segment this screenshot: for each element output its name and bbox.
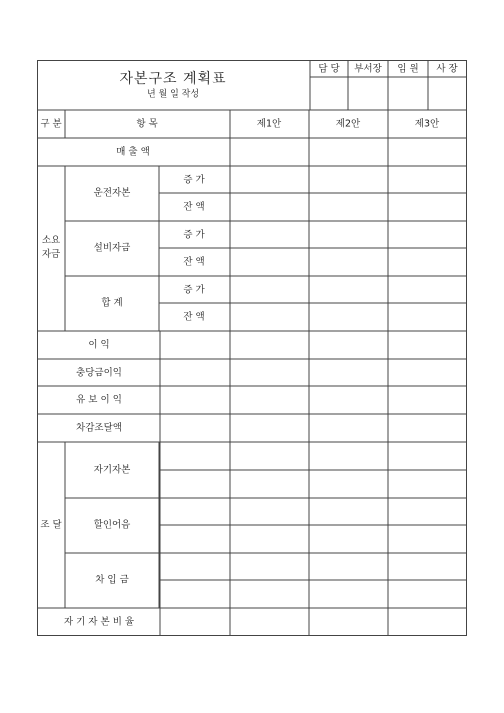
total-increase-label: 증 가 bbox=[183, 284, 205, 296]
row-retained-profit-label: 유 보 이 익 bbox=[76, 394, 122, 406]
equity-capital-label: 자기자본 bbox=[93, 464, 131, 476]
form-title: 자본구조 계획표 bbox=[119, 71, 227, 87]
date-line: 년 월 일 작성 bbox=[146, 89, 200, 100]
approval-staff-label: 담 당 bbox=[318, 63, 340, 75]
capital-structure-form bbox=[37, 60, 467, 636]
total-label: 합 계 bbox=[101, 297, 123, 309]
equipment-funds-label: 설비자금 bbox=[93, 242, 131, 254]
approval-executive-label: 임 원 bbox=[397, 63, 419, 75]
col-plan1-header: 제1안 bbox=[256, 118, 282, 130]
row-equity-ratio-label: 자 기 자 본 비 율 bbox=[63, 616, 135, 628]
col-item-header: 항 목 bbox=[136, 118, 158, 130]
equipment-funds-balance-label: 잔 액 bbox=[183, 256, 205, 268]
working-capital-increase-label: 증 가 bbox=[183, 174, 205, 186]
col-plan2-header: 제2안 bbox=[335, 118, 361, 130]
col-category-header: 구 분 bbox=[40, 118, 62, 130]
working-capital-balance-label: 잔 액 bbox=[183, 201, 205, 213]
row-profit-label: 이 익 bbox=[88, 339, 110, 351]
borrowings-label: 차 입 금 bbox=[95, 574, 129, 586]
approval-president-label: 사 장 bbox=[436, 63, 458, 75]
equipment-funds-increase-label: 증 가 bbox=[183, 229, 205, 241]
working-capital-label: 운전자본 bbox=[93, 187, 131, 199]
row-sales-label: 매 출 액 bbox=[116, 146, 150, 158]
required-funds-label: 소요 자금 bbox=[41, 235, 61, 260]
row-net-funding-label: 차감조달액 bbox=[76, 422, 122, 434]
funding-label: 조 달 bbox=[40, 519, 62, 531]
col-plan3-header: 제3안 bbox=[414, 118, 440, 130]
approval-manager-label: 부서장 bbox=[354, 63, 382, 75]
total-balance-label: 잔 액 bbox=[183, 311, 205, 323]
discount-notes-label: 할인어음 bbox=[93, 519, 131, 531]
row-dividend-profit-label: 충당금이익 bbox=[76, 367, 122, 379]
